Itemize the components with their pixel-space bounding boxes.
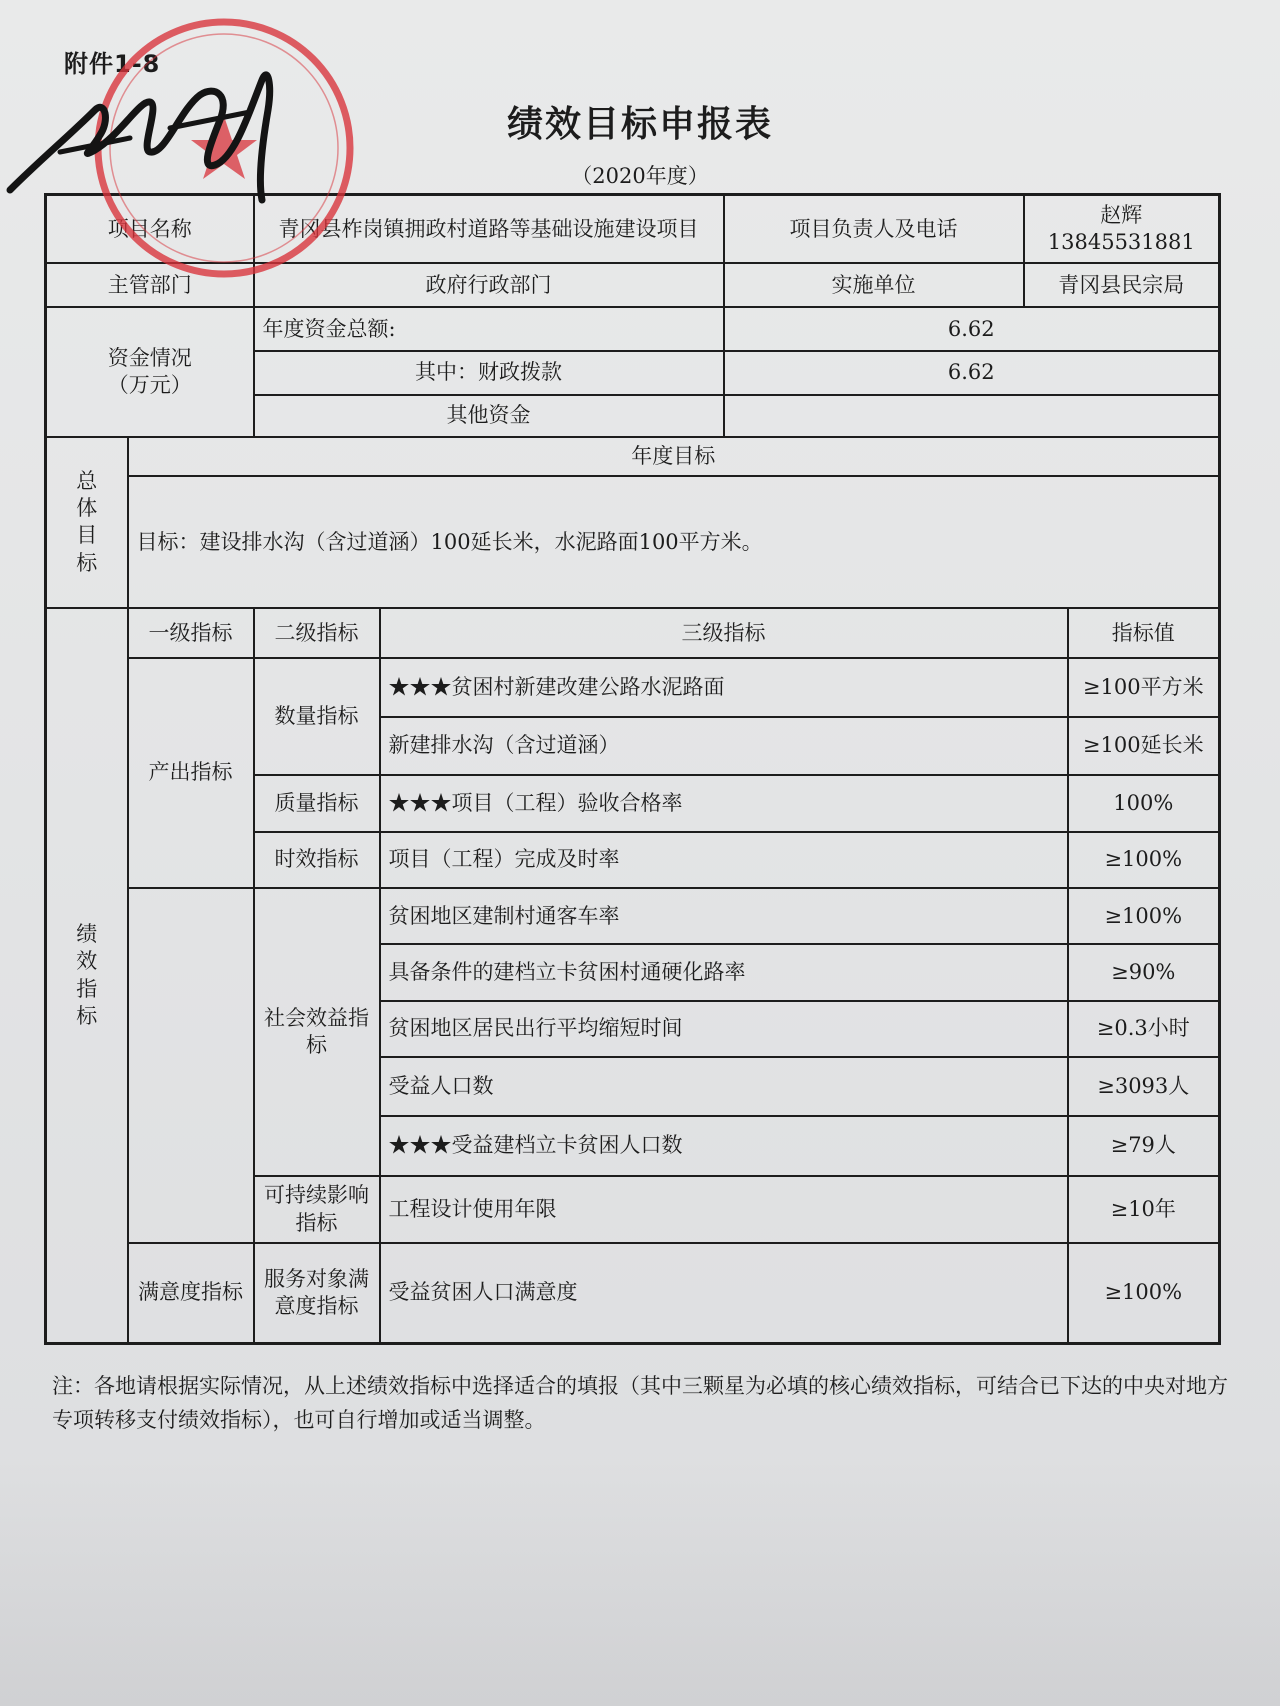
header-level1: 一级指标 [128, 608, 254, 658]
vert-char: 效 [76, 949, 98, 974]
indicator-value: ≥0.3小时 [1068, 1001, 1220, 1057]
vert-char: 标 [76, 550, 98, 575]
implementing-unit-value: 青冈县民宗局 [1024, 263, 1220, 307]
header-indicator-value: 指标值 [1068, 608, 1220, 658]
indicator-name: 贫困地区建制村通客车率 [380, 888, 1068, 944]
indicator-name: 具备条件的建档立卡贫困村通硬化路率 [380, 944, 1068, 1000]
label-annual-target: 年度目标 [128, 437, 1220, 477]
indicator-value: ≥100平方米 [1068, 658, 1220, 716]
indicator-value: ≥100% [1068, 888, 1220, 944]
indicator-name: 工程设计使用年限 [380, 1176, 1068, 1243]
indicator-value: ≥100% [1068, 832, 1220, 888]
indicator-name: ★★★贫困村新建改建公路水泥路面 [380, 658, 1068, 716]
annual-target-text: 目标：建设排水沟（含过道涵）100延长米，水泥路面100平方米。 [128, 476, 1220, 608]
footnote: 注：各地请根据实际情况，从上述绩效指标中选择适合的填报（其中三颗星为必填的核心绩效指标，可结合已下达的中央对地方专项转移支付绩效指标），也可自行增加或适当调整。 [52, 1374, 1228, 1432]
indicator-value: ≥79人 [1068, 1116, 1220, 1177]
label-funds [46, 307, 254, 437]
label-annual-total: 年度资金总额: [254, 307, 724, 351]
funds-label-text: 资金情况 [107, 345, 192, 370]
form-year: （2020年度） [571, 164, 709, 188]
label-sustainable-impact-indicators: 可持续影响指标 [254, 1176, 380, 1243]
project-name-value: 青冈县柞岗镇拥政村道路等基础设施建设项目 [254, 195, 724, 264]
label-project-manager: 项目负责人及电话 [724, 195, 1024, 264]
vert-char: 标 [76, 1003, 98, 1028]
label-overall-target [46, 437, 128, 608]
indicator-name: 新建排水沟（含过道涵） [380, 717, 1068, 775]
department-value: 政府行政部门 [254, 263, 724, 307]
indicator-value: 100% [1068, 775, 1220, 831]
indicator-value: ≥90% [1068, 944, 1220, 1000]
label-quantity-indicators: 数量指标 [254, 658, 380, 775]
indicator-name: ★★★受益建档立卡贫困人口数 [380, 1116, 1068, 1177]
label-service-satisfaction-indicators: 服务对象满意度指标 [254, 1243, 380, 1343]
label-satisfaction-indicators: 满意度指标 [128, 1243, 254, 1343]
project-manager-value: 赵辉13845531881 [1024, 195, 1220, 264]
label-fiscal-allocation: 其中：财政拨款 [254, 351, 724, 395]
indicator-value: ≥10年 [1068, 1176, 1220, 1243]
indicator-value: ≥3093人 [1068, 1057, 1220, 1115]
indicator-value: ≥100% [1068, 1243, 1220, 1343]
vert-char: 绩 [76, 921, 98, 946]
performance-target-form [44, 193, 1221, 1345]
header-level3: 三级指标 [380, 608, 1068, 658]
header-level2: 二级指标 [254, 608, 380, 658]
indicator-name: 受益贫困人口满意度 [380, 1243, 1068, 1343]
label-department: 主管部门 [46, 263, 254, 307]
vert-char: 目 [76, 523, 98, 548]
label-social-benefit-indicators: 社会效益指标 [254, 888, 380, 1176]
indicator-name: 贫困地区居民出行平均缩短时间 [380, 1001, 1068, 1057]
other-funds-value [724, 395, 1220, 437]
form-title: 绩效目标申报表 [506, 104, 773, 145]
fiscal-allocation-value: 6.62 [724, 351, 1220, 395]
label-quality-indicators: 质量指标 [254, 775, 380, 831]
page-fold-shadow [0, 1460, 1280, 1706]
indicator-name: ★★★项目（工程）验收合格率 [380, 775, 1068, 831]
label-timeliness-indicators: 时效指标 [254, 832, 380, 888]
label-performance-indicators [46, 608, 128, 1343]
indicator-name: 受益人口数 [380, 1057, 1068, 1115]
annual-total-value: 6.62 [724, 307, 1220, 351]
label-other-funds: 其他资金 [254, 395, 724, 437]
label-effect-indicators-blank [128, 888, 254, 1243]
indicator-name: 项目（工程）完成及时率 [380, 832, 1068, 888]
funds-unit-text: （万元） [107, 373, 192, 398]
label-output-indicators: 产出指标 [128, 658, 254, 888]
vert-char: 体 [76, 496, 98, 521]
vert-char: 总 [76, 468, 98, 493]
label-project-name: 项目名称 [46, 195, 254, 264]
attachment-label: 附件1-8 [64, 50, 161, 78]
vert-char: 指 [76, 976, 98, 1001]
indicator-value: ≥100延长米 [1068, 717, 1220, 775]
label-implementing-unit: 实施单位 [724, 263, 1024, 307]
